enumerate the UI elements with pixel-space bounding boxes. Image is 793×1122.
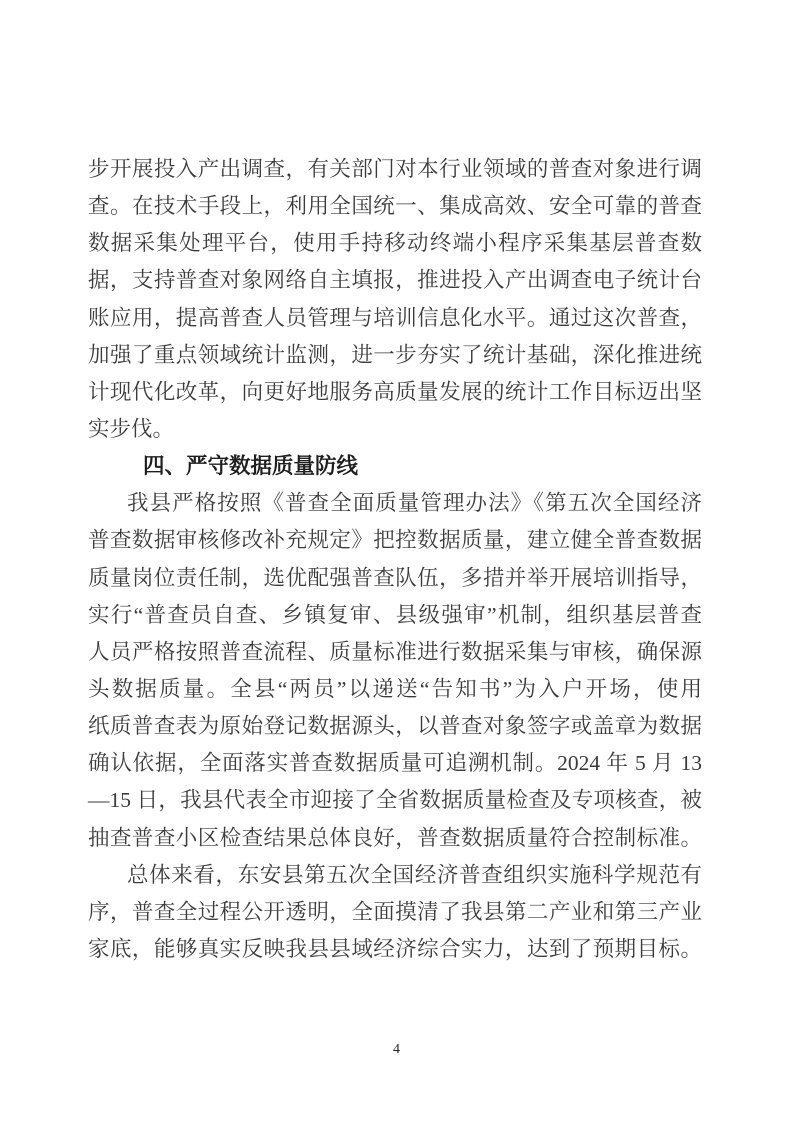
- document-text-block: [88, 151, 702, 968]
- body-line: 账应用，提高普查人员管理与培训信息化水平。通过这次普查，: [88, 305, 702, 330]
- body-line: 抽查普查小区检查结果总体良好，普查数据质量符合控制标准。: [88, 825, 702, 850]
- body-line: 据，支持普查对象网络自主填报，推进投入产出调查电子统计台: [88, 268, 702, 293]
- body-line: 人员严格按照普查流程、质量标准进行数据采集与审核，确保源: [88, 639, 702, 664]
- section-heading: 四、严守数据质量防线: [143, 454, 359, 479]
- body-line: 家底，能够真实反映我县县域经济综合实力，达到了预期目标。: [88, 936, 702, 961]
- body-line: 序，普查全过程公开透明，全面摸清了我县第二产业和第三产业: [88, 899, 702, 924]
- body-line: 数据采集处理平台，使用手持移动终端小程序采集基层普查数: [88, 231, 702, 256]
- body-line: 实步伐。: [88, 416, 175, 441]
- body-line: 纸质普查表为原始登记数据源头，以普查对象签字或盖章为数据: [88, 714, 702, 739]
- body-line: 查。在技术手段上，利用全国统一、集成高效、安全可靠的普查: [88, 194, 702, 219]
- body-line: 头数据质量。全县“两员”以递送“告知书”为入户开场，使用: [88, 676, 702, 701]
- body-line: 计现代化改革，向更好地服务高质量发展的统计工作目标迈出坚: [88, 379, 702, 404]
- body-line: 实行“普查员自查、乡镇复审、县级强审”机制，组织基层普查: [88, 602, 702, 627]
- body-line: 总体来看，东安县第五次全国经济普查组织实施科学规范有: [127, 862, 702, 887]
- page-number: 4: [393, 1042, 400, 1057]
- body-line: 确认依据，全面落实普查数据质量可追溯机制。2024 年 5 月 13: [88, 751, 702, 776]
- body-line: 我县严格按照《普查全面质量管理办法》《第五次全国经济: [127, 491, 702, 516]
- body-line: 质量岗位责任制，选优配强普查队伍，多措并举开展培训指导，: [88, 565, 702, 590]
- body-line: 普查数据审核修改补充规定》把控数据质量，建立健全普查数据: [88, 528, 702, 553]
- body-line: —15 日，我县代表全市迎接了全省数据质量检查及专项核查，被: [88, 788, 702, 813]
- body-line: 步开展投入产出调查，有关部门对本行业领域的普查对象进行调: [88, 157, 702, 181]
- body-line: 加强了重点领域统计监测，进一步夯实了统计基础，深化推进统: [88, 342, 702, 367]
